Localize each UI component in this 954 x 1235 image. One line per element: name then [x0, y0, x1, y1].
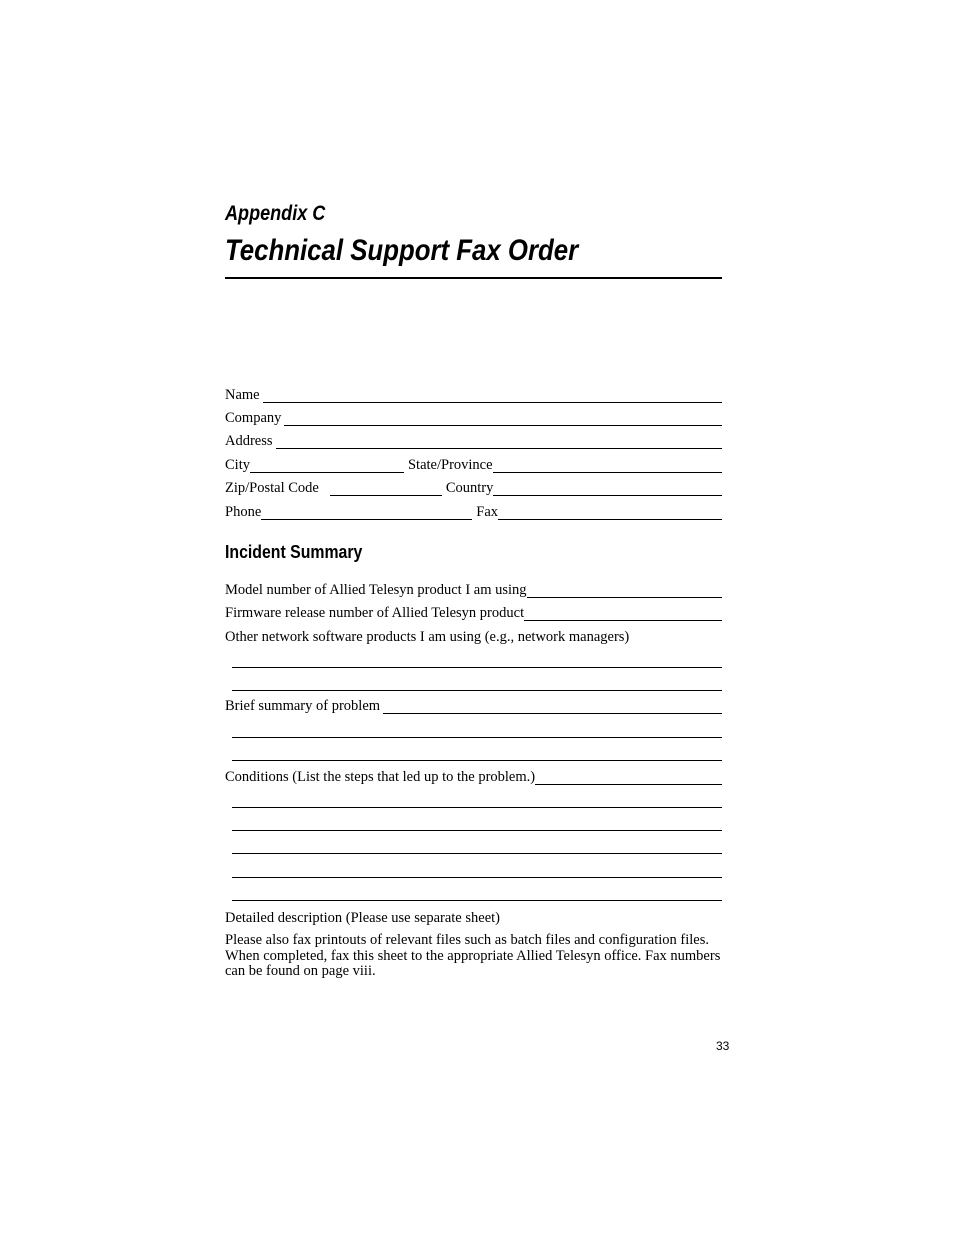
- name-field[interactable]: [263, 390, 722, 403]
- other-software-label: Other network software products I am using (e.g., network managers): [225, 629, 630, 645]
- conditions-line[interactable]: [232, 900, 722, 901]
- state-field[interactable]: [493, 460, 722, 473]
- firmware-label: Firmware release number of Allied Telesyn product: [225, 605, 525, 621]
- conditions-line[interactable]: [232, 830, 722, 831]
- summary-line[interactable]: [232, 737, 722, 738]
- fax-label: Fax: [476, 504, 498, 520]
- firmware-row: [225, 603, 722, 621]
- conditions-row: [225, 767, 722, 785]
- summary-field[interactable]: [383, 701, 722, 714]
- zip-label: Zip/Postal Code: [225, 480, 319, 496]
- name-label: Name: [225, 387, 260, 403]
- phone-label: Phone: [225, 504, 262, 520]
- conditions-line[interactable]: [232, 877, 722, 878]
- detailed-description-label: Detailed description (Please use separate sheet): [225, 910, 500, 926]
- summary-label: Brief summary of problem: [225, 698, 381, 714]
- page-number: 33: [716, 1039, 730, 1053]
- model-label: Model number of Allied Telesyn product I am using: [225, 582, 527, 598]
- incident-summary-heading: Incident Summary: [225, 542, 363, 562]
- conditions-label: Conditions (List the steps that led up to the problem.): [225, 769, 536, 785]
- other-software-line[interactable]: [232, 667, 722, 668]
- summary-row: [225, 696, 722, 714]
- address-field[interactable]: [276, 436, 722, 449]
- conditions-line[interactable]: [232, 853, 722, 854]
- city-state-row: [225, 455, 722, 473]
- conditions-field[interactable]: [535, 772, 722, 785]
- fax-field[interactable]: [498, 507, 722, 520]
- company-row: [225, 408, 722, 426]
- zip-country-row: [225, 478, 722, 496]
- phone-fax-row: [225, 502, 722, 520]
- zip-field[interactable]: [330, 483, 442, 496]
- firmware-field[interactable]: [524, 608, 722, 621]
- city-label: City: [225, 457, 250, 473]
- company-label: Company: [225, 410, 282, 426]
- fax-instructions: Please also fax printouts of relevant files such as batch files and configuration files. When completed, fax this sheet to the appropriate Allied Telesyn office. Fax numbers can be found on page viii.: [225, 932, 721, 980]
- appendix-label: Appendix C: [225, 202, 326, 225]
- page-title: Technical Support Fax Order: [225, 234, 579, 267]
- address-row: [225, 431, 722, 449]
- conditions-line[interactable]: [232, 807, 722, 808]
- country-field[interactable]: [493, 483, 722, 496]
- model-row: [225, 580, 722, 598]
- other-software-line[interactable]: [232, 690, 722, 691]
- model-field[interactable]: [527, 585, 722, 598]
- state-label: State/Province: [407, 457, 493, 473]
- title-rule: [225, 277, 722, 279]
- address-label: Address: [225, 433, 273, 449]
- city-field[interactable]: [250, 460, 404, 473]
- company-field[interactable]: [284, 413, 722, 426]
- summary-line[interactable]: [232, 760, 722, 761]
- phone-field[interactable]: [261, 507, 472, 520]
- country-label: Country: [445, 480, 494, 496]
- name-row: [225, 385, 722, 403]
